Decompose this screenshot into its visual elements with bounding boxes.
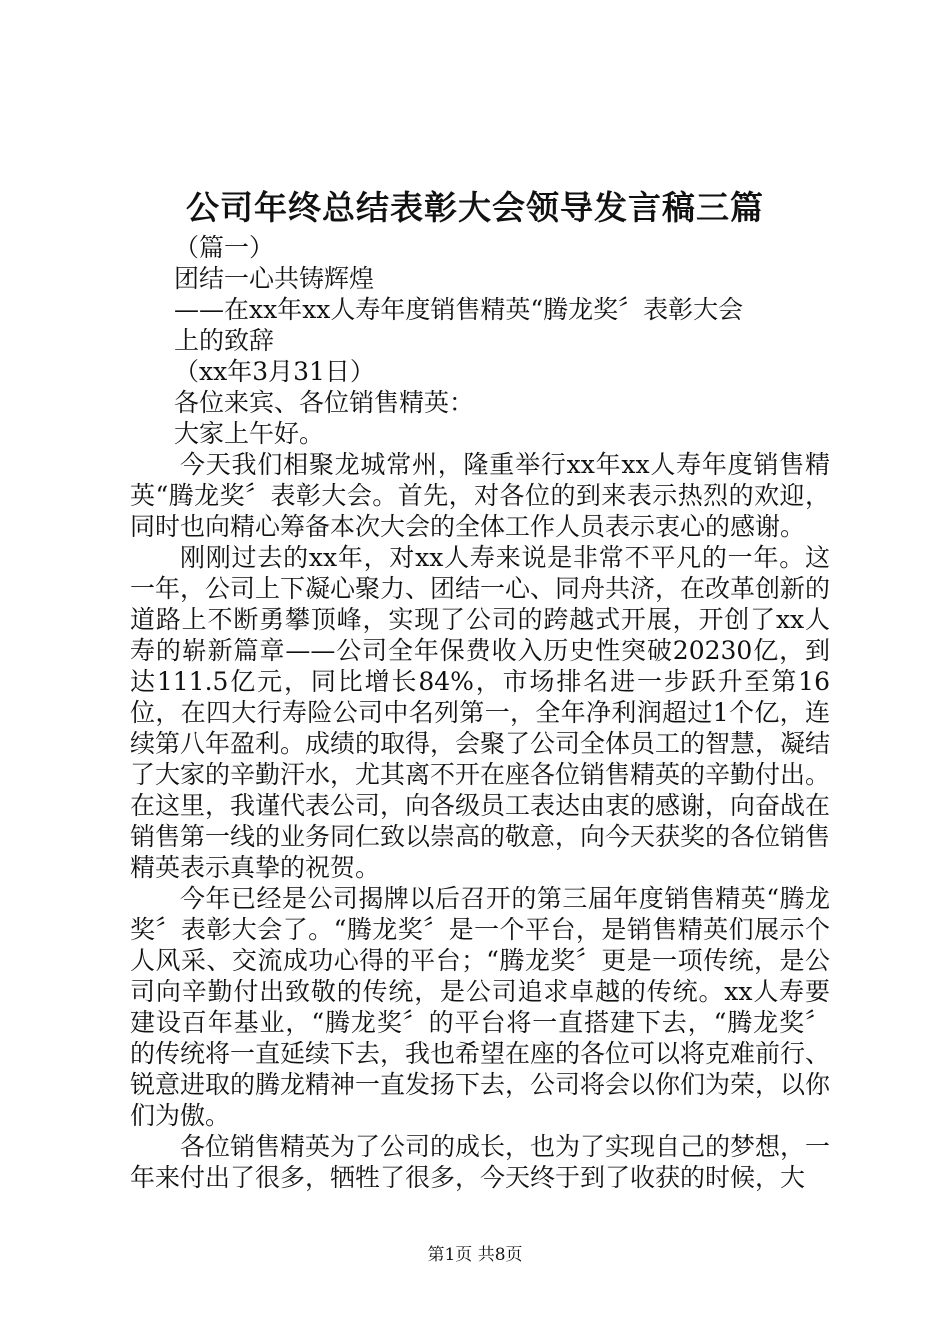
salutation: 各位来宾、各位销售精英： xyxy=(174,388,475,417)
document-body xyxy=(130,232,830,1193)
paragraph: 今天我们相聚龙城常州，隆重举行xx年xx人寿年度销售精英“腾龙奖〞表彰大会。首先，对各位的到来表示热烈的欢迎，同时也向精心筹备本次大会的全体工作人员表示衷心的感谢。 xyxy=(130,450,830,541)
speech-subtitle-line1: ——在xx年xx人寿年度销售精英“腾龙奖〞表彰大会 xyxy=(174,295,744,324)
paragraph: 刚刚过去的xx年，对xx人寿来说是非常不平凡的一年。这一年，公司上下凝心聚力、团结一心、同舟共济，在改革创新的道路上不断勇攀顶峰，实现了公司的跨越式开展，开创了xx人寿的崭新篇章——公司全年保费收入历史性突破20230亿，到达111.5亿元，同比增长84%，市场排名进一步跃升至第16位，在四大行寿险公司中名列第一，全年净利润超过1个亿，连续第八年盈利。成绩的取得，会聚了公司全体员工的智慧，凝结了大家的辛勤汗水，尤其离不开在座各位销售精英的辛勤付出。在这里，我谨代表公司，向各级员工表达由衷的感谢，向奋战在销售第一线的业务同仁致以崇高的敬意，向今天获奖的各位销售精英表示真挚的祝贺。 xyxy=(130,543,831,882)
speech-title: 团结一心共铸辉煌 xyxy=(174,264,375,293)
speech-date: （xx年3月31日） xyxy=(174,357,375,386)
paragraph: 今年已经是公司揭牌以后召开的第三届年度销售精英“腾龙奖〞表彰大会了。“腾龙奖〞是一个平台，是销售精英们展示个人风采、交流成功心得的平台；“腾龙奖〞更是一项传统，是公司向辛勤付出致敬的传统，是公司追求卓越的传统。xx人寿要建设百年基业，“腾龙奖〞的平台将一直搭建下去，“腾龙奖〞的传统将一直延续下去，我也希望在座的各位可以将克难前行、锐意进取的腾龙精神一直发扬下去，公司将会以你们为荣，以你们为傲。 xyxy=(130,884,831,1130)
document-title: 公司年终总结表彰大会领导发言稿三篇 xyxy=(186,188,764,227)
speech-subtitle-line2: 上的致辞 xyxy=(174,326,275,355)
page-footer: 第1页 共8页 xyxy=(427,1245,523,1265)
section-label: （篇一） xyxy=(174,233,275,262)
greeting: 大家上午好。 xyxy=(174,419,325,448)
paragraph: 各位销售精英为了公司的成长，也为了实现自己的梦想，一年来付出了很多，牺牲了很多，今天终于到了收获的时候，大 xyxy=(130,1132,831,1192)
